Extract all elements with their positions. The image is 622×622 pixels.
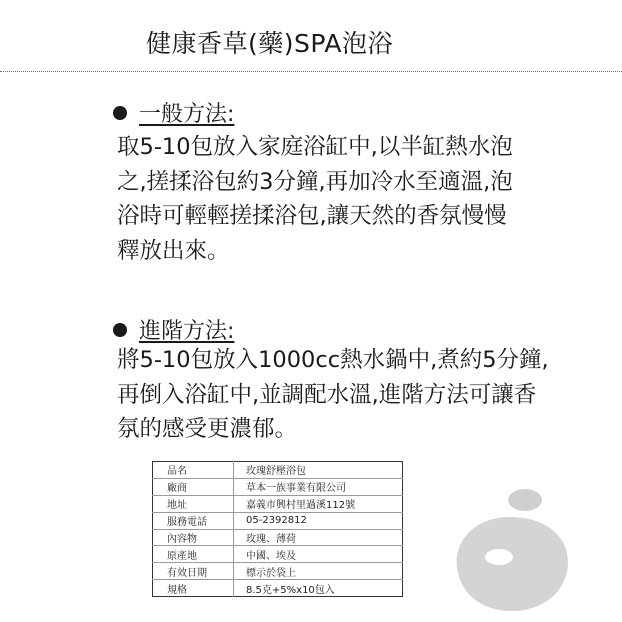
product-spec-table [152,461,403,597]
table-row [153,529,403,546]
spec-key: 規格 [153,580,234,597]
decorative-highlight-shape [485,549,513,565]
spec-key: 有效日期 [153,563,234,580]
decorative-drop-graphic [452,487,572,617]
paragraph-line: 之,搓揉浴包約3分鐘,再加冷水至適溫,泡 [117,168,513,195]
spec-key: 廠商 [153,478,234,495]
spec-value: 嘉義市興村里過溪112號 [234,495,403,512]
spec-key: 內容物 [153,529,234,546]
paragraph-line: 取5-10包放入家庭浴缸中,以半缸熱水泡 [117,134,513,160]
dotted-divider [0,71,622,72]
paragraph-line: 氛的感受更濃郁。 [117,416,298,442]
table-row [153,546,403,563]
bullet-dot-icon [113,106,127,120]
section-paragraph-basic [117,130,597,268]
section-heading-label: 一般方法: [139,102,235,127]
spec-value: 草本一族事業有限公司 [234,478,403,495]
table-row [153,478,403,495]
page-title: 健康香草(藥)SPA泡浴 [146,29,393,58]
spec-value: 05-2392812 [234,512,403,529]
table-row [153,512,403,529]
table-row [153,580,403,597]
spec-value: 中國、埃及 [234,546,403,563]
spec-key: 服務電話 [153,512,234,529]
bullet-dot-icon [113,323,127,337]
section-paragraph-advanced [117,343,597,447]
spec-value: 玫瑰舒壓浴包 [234,462,403,479]
paragraph-line: 再倒入浴缸中,並調配水溫,進階方法可讓香 [117,381,537,408]
section-heading-label: 進階方法: [139,319,235,344]
section-heading-advanced [113,314,234,345]
paragraph-line: 釋放出來。 [117,237,230,264]
decorative-small-drop-shape [508,489,542,511]
paragraph-line: 將5-10包放入1000cc熱水鍋中,煮約5分鐘, [117,347,549,373]
spec-key: 地址 [153,495,234,512]
spec-value: 8.5克+5%x10包入 [246,584,335,596]
spec-value: 玫瑰、薄荷 [234,529,403,546]
decorative-large-blob-shape [457,517,568,611]
spec-key: 品名 [153,462,234,479]
spec-key: 原產地 [153,546,234,563]
paragraph-line: 浴時可輕輕搓揉浴包,讓天然的香氛慢慢 [117,203,507,229]
spec-value: 標示於袋上 [234,563,403,580]
section-heading-basic [113,97,234,128]
table-row [153,563,403,580]
table-row [153,495,403,512]
table-row [153,462,403,479]
